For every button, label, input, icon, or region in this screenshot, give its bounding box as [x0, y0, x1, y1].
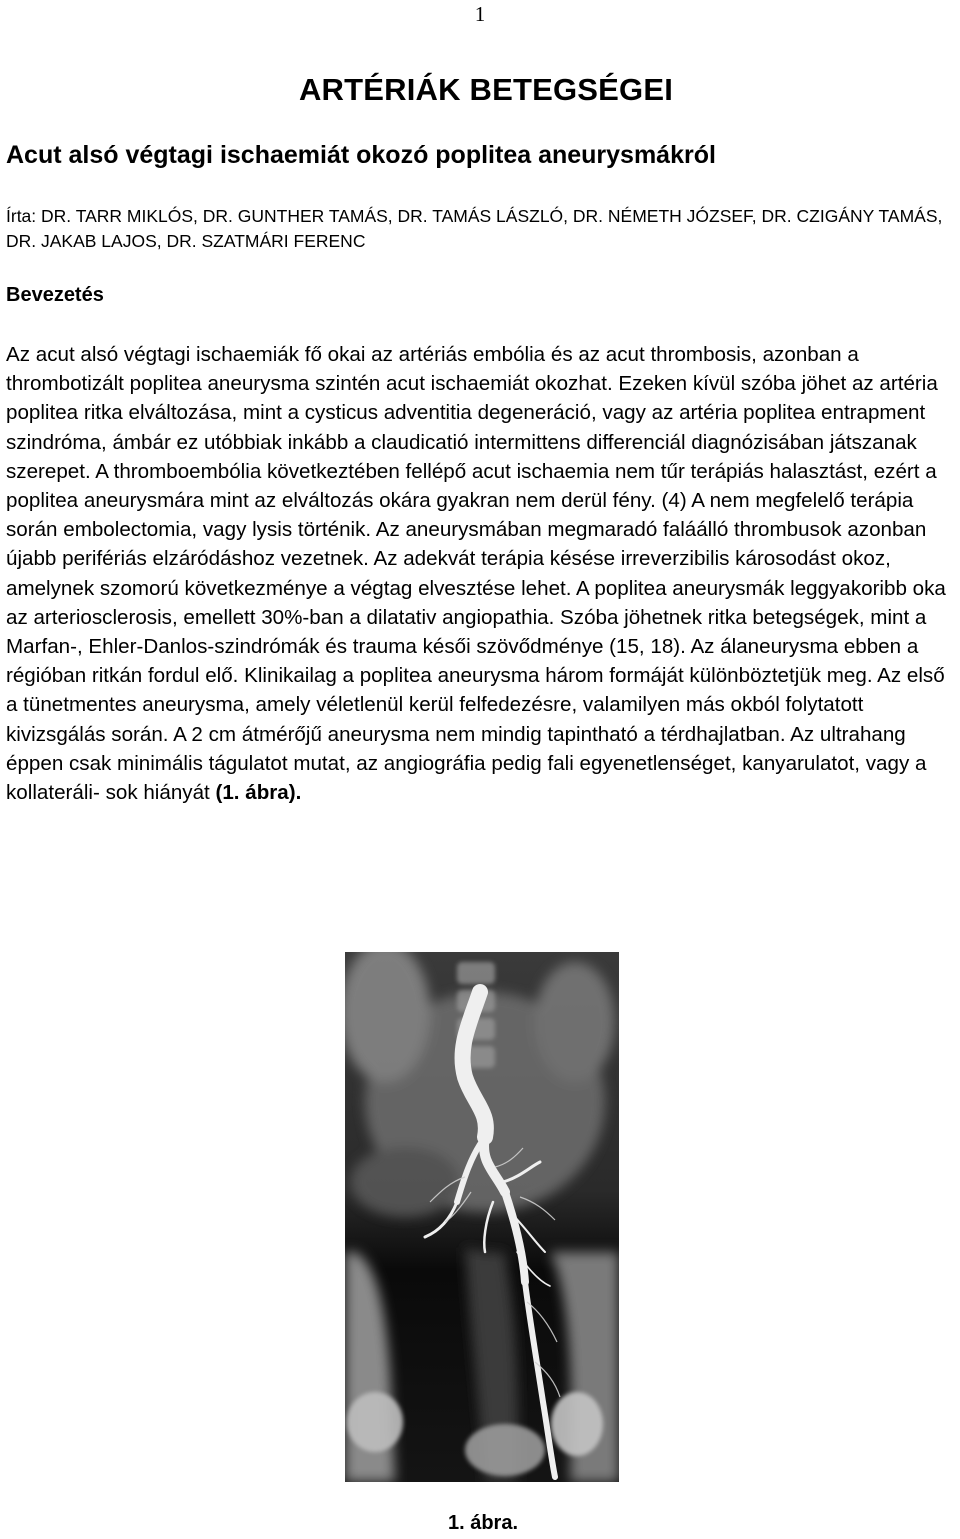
page-number: 1 [474, 2, 486, 26]
figure-caption: 1. ábra. [447, 1512, 519, 1534]
angiogram-figure [345, 952, 619, 1482]
body-paragraph-text: Az acut alsó végtagi ischaemiák fő okai az artériás embólia és az acut thrombosis, azonban a thrombotizált poplitea aneurysma szintén acut ischaemiát okozhat. Ezeken kívül szóba jöhet az artéria poplitea ritka elváltozása, mint a cysticus adventitia degeneráció, vagy az artéria poplitea entrapment szindróma, ámbár ez utóbbiak inkább a claudicatió intermittens differenciál diagnózisában játszanak szerepet. A thromboembólia következtében fellépő acut ischaemia nem tűr terápiás halasztást, ezért a poplitea aneurysmára mint az elváltozás okára gyakran nem derül fény. (4) A nem megfelelő terápia során embolectomia, vagy lysis történik. Az aneurysmában megmaradó faláálló thrombusok azonban újabb perifériás elzáródáshoz vezetnek. Az adekvát terápia késése irreverzibilis károsodást okoz, amelynek szomorú következménye a végtag elvesztése lehet. A poplitea aneurysmák leggyakoribb oka az arteriosclerosis, emellett 30%-ban a dilatativ angiopathia. Szóba jöhetnek ritka betegségek, mint a Marfan-, Ehler-Danlos-szindrómák és trauma késői szövődménye (15, 18). Az álaneurysma ebben a régióban ritkán fordul elő. Klinikailag a poplitea aneurysma három formáját különböztetjük meg. Az első a tünetmentes aneurysma, amely véletlenül kerül felfedezésre, valamilyen más okból folytatott kivizsgálás során. A 2 cm átmérőjű aneurysma nem mindig tapintható a térdhajlatban. Az ultrahang éppen csak minimális tágulatot mutat, az angiográfia pedig fali egyenetlenséget, kanyarulatot, vagy a kollateráli- sok hiányát [6, 343, 946, 805]
article-subtitle: Acut alsó végtagi ischaemiát okozó poplitea aneurysmákról [6, 141, 716, 169]
author-list: Írta: DR. TARR MIKLÓS, DR. GUNTHER TAMÁS, DR. TAMÁS LÁSZLÓ, DR. NÉMETH JÓZSEF, DR. CZIGÁNY TAMÁS, DR. JAKAB LAJOS, DR. SZATMÁRI FERENC [6, 206, 943, 251]
figure-reference: (1. ábra). [215, 781, 302, 805]
document-title: ARTÉRIÁK BETEGSÉGEI [298, 72, 674, 107]
section-heading: Bevezetés [6, 284, 104, 306]
body-paragraph [6, 340, 958, 807]
angiogram-image [345, 952, 619, 1482]
